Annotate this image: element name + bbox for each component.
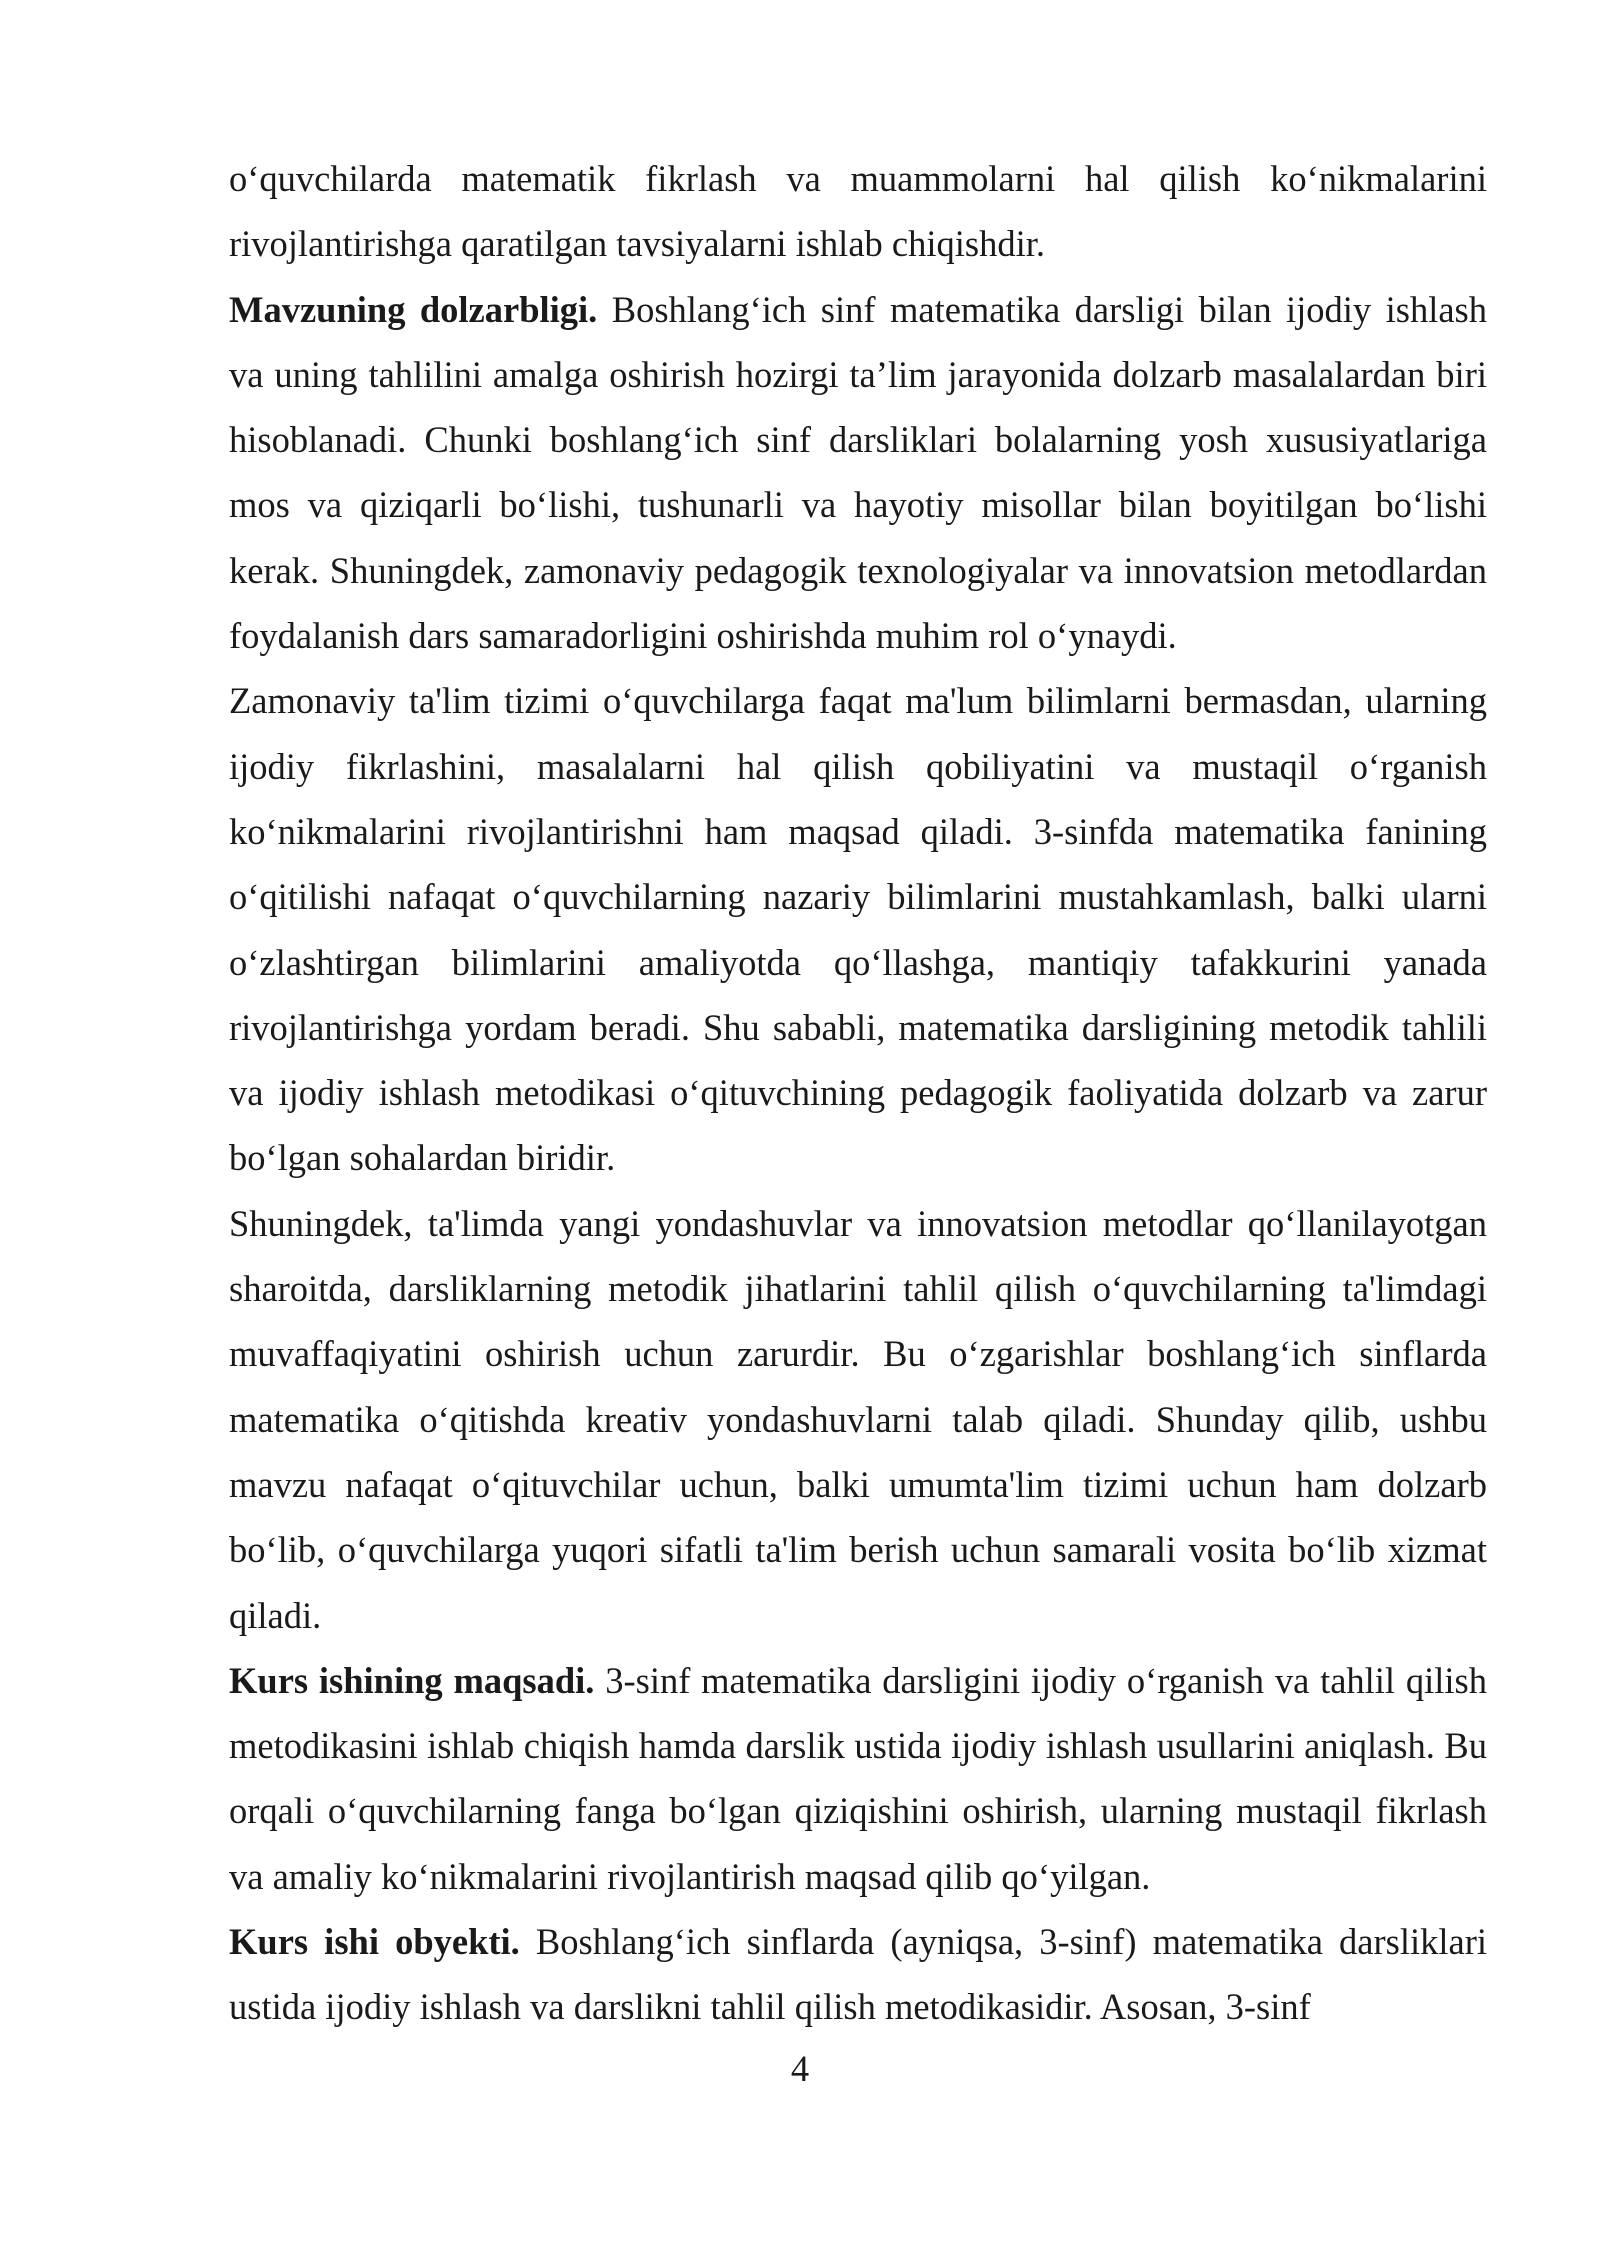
paragraph-text: Shuningdek, ta'limda yangi yondashuvlar va innovatsion metodlar qo‘llanilayotgan sharoitda, darsliklarning metodik jihatlarini tahlil qilish o‘quvchilarning ta'limdagi muvaffaqiyatini oshirish uchun zarurdir. Bu o‘zgarishlar boshlang‘ich sinflarda matematika o‘qitishda kreativ yondashuvlarni talab qiladi. Shunday qilib, ushbu mavzu nafaqat o‘qituvchilar uchun, balki umumta'lim tizimi uchun ham dolzarb bo‘lib, o‘quvchilarga yuqori sifatli ta'lim berish uchun samarali vosita bo‘lib xizmat qiladi. bbox=[229, 1202, 1487, 1636]
page-body bbox=[229, 146, 1487, 2040]
paragraph-text: o‘quvchilarda matematik fikrlash va muammolarni hal qilish ko‘nikmalarini rivojlantirishga qaratilgan tavsiyalarni ishlab chiqishdir. bbox=[229, 158, 1487, 265]
paragraph-text: Boshlang‘ich sinf matematika darsligi bilan ijodiy ishlash va uning tahlilini amalga oshirish hozirgi ta’lim jarayonida dolzarb masalalardan biri hisoblanadi. Chunki boshlang‘ich sinf darsliklari bolalarning yosh xususiyatlariga mos va qiziqarli bo‘lishi, tushunarli va hayotiy misollar bilan boyitilgan bo‘lishi kerak. Shuningdek, zamonaviy pedagogik texnologiyalar va innovatsion metodlardan foydalanish dars samaradorligini oshirishda muhim rol o‘ynaydi. bbox=[229, 288, 1487, 657]
paragraph-continuation bbox=[229, 146, 1487, 277]
paragraph-heading: Kurs ishi obyekti. bbox=[229, 1921, 520, 1963]
paragraph-text: Boshlang‘ich sinflarda (ayniqsa, 3-sinf) matematika darsliklari ustida ijodiy ishlash va darslikni tahlil qilish metodikasidir. Asosan, 3-sinf bbox=[229, 1921, 1488, 2028]
paragraph-new-approaches bbox=[229, 1191, 1487, 1648]
paragraph-text: 3-sinf matematika darsligini ijodiy o‘rganish va tahlil qilish metodikasini ishlab chiqish hamda darslik ustida ijodiy ishlash usullarini aniqlash. Bu orqali o‘quvchilarning fanga bo‘lgan qiziqishini oshirish, ularning mustaqil fikrlash va amaliy ko‘nikmalarini rivojlantirish maqsad qilib qo‘yilgan. bbox=[229, 1659, 1487, 1897]
paragraph-topic-relevance bbox=[229, 277, 1487, 669]
page-number: 4 bbox=[790, 2048, 810, 2089]
paragraph-course-object bbox=[229, 1909, 1487, 2040]
paragraph-course-goal bbox=[229, 1648, 1487, 1909]
paragraph-heading: Kurs ishining maqsadi. bbox=[229, 1659, 595, 1701]
paragraph-text: Zamonaviy ta'lim tizimi o‘quvchilarga faqat ma'lum bilimlarni bermasdan, ularning ijodiy fikrlashini, masalalarni hal qilish qobiliyatini va mustaqil o‘rganish ko‘nikmalarini rivojlantirishni ham maqsad qiladi. 3-sinfda matematika fanining o‘qitilishi nafaqat o‘quvchilarning nazariy bilimlarini mustahkamlash, balki ularni o‘zlashtirgan bilimlarini amaliyotda qo‘llashga, mantiqiy tafakkurini yanada rivojlantirishga yordam beradi. Shu sababli, matematika darsligining metodik tahlili va ijodiy ishlash metodikasi o‘qituvchining pedagogik faoliyatida dolzarb va zarur bo‘lgan sohalardan biridir. bbox=[229, 680, 1487, 1179]
paragraph-heading: Mavzuning dolzarbligi. bbox=[229, 288, 598, 330]
paragraph-modern-education bbox=[229, 668, 1487, 1190]
